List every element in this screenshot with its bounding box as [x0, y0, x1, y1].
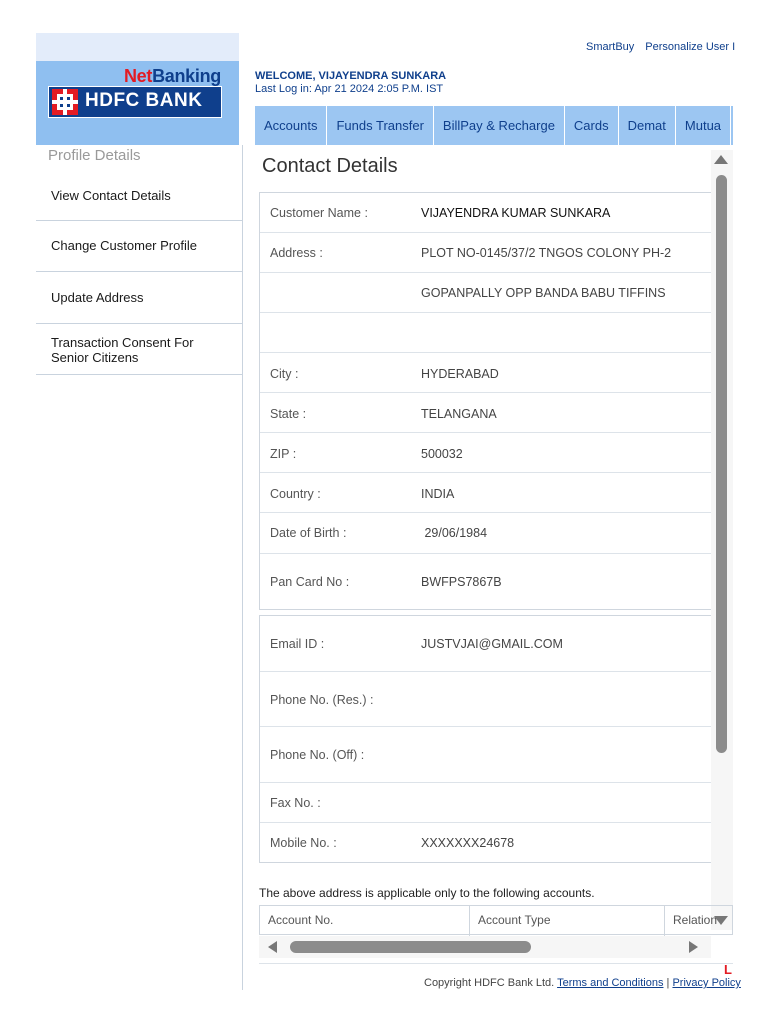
scroll-left-icon[interactable]	[268, 941, 277, 953]
divider	[242, 145, 243, 990]
row-customer-name: Customer Name : VIJAYENDRA KUMAR SUNKARA	[260, 193, 712, 233]
copyright-text: Copyright HDFC Bank Ltd.	[424, 977, 555, 989]
last-login: Last Log in: Apr 21 2024 2:05 P.M. IST	[255, 83, 444, 95]
row-state: State : TELANGANA	[260, 393, 712, 433]
row-city: City : HYDERABAD	[260, 353, 712, 393]
sidebar-item-view-contact[interactable]: View Contact Details	[36, 170, 242, 221]
row-zip: ZIP : 500032	[260, 433, 712, 473]
tab-cards[interactable]: Cards	[565, 106, 619, 145]
row-address-2: GOPANPALLY OPP BANDA BABU TIFFINS	[260, 273, 712, 313]
row-country: Country : INDIA	[260, 473, 712, 513]
logo-area	[36, 61, 239, 145]
accounts-note: The above address is applicable only to the following accounts.	[259, 886, 595, 900]
tab-mutual-funds[interactable]: Mutua	[676, 106, 731, 145]
footer	[424, 977, 741, 989]
accounts-table-header	[259, 905, 733, 935]
personalize-link[interactable]: Personalize User I	[645, 41, 736, 53]
col-account-type: Account Type	[470, 906, 665, 936]
privacy-link[interactable]: Privacy Policy	[672, 977, 741, 989]
row-address-3	[260, 313, 712, 353]
header-band	[36, 33, 239, 61]
tab-demat[interactable]: Demat	[619, 106, 676, 145]
cutoff-text: L	[724, 962, 732, 977]
top-links	[586, 41, 736, 53]
tab-accounts[interactable]: Accounts	[255, 106, 327, 145]
footer-divider	[259, 963, 733, 964]
scroll-right-icon[interactable]	[689, 941, 698, 953]
horizontal-scroll-thumb[interactable]	[290, 941, 531, 953]
col-account-no: Account No.	[260, 906, 470, 936]
vertical-scroll-thumb[interactable]	[716, 175, 727, 753]
row-fax: Fax No. :	[260, 783, 712, 823]
welcome-message: WELCOME, VIJAYENDRA SUNKARA	[255, 70, 447, 82]
row-phone-res: Phone No. (Res.) :	[260, 672, 712, 727]
scroll-up-icon[interactable]	[714, 155, 728, 164]
sidebar-item-change-profile[interactable]: Change Customer Profile	[36, 221, 242, 272]
tab-funds-transfer[interactable]: Funds Transfer	[327, 106, 433, 145]
terms-link[interactable]: Terms and Conditions	[557, 977, 664, 989]
main-nav	[255, 106, 733, 145]
tab-billpay-recharge[interactable]: BillPay & Recharge	[434, 106, 565, 145]
row-phone-off: Phone No. (Off) :	[260, 727, 712, 783]
sidebar-item-transaction-consent[interactable]: Transaction Consent For Senior Citizens	[36, 324, 242, 375]
row-mobile: Mobile No. : XXXXXXX24678	[270, 836, 515, 850]
row-date-of-birth: Date of Birth : 29/06/1984	[260, 513, 712, 554]
netbanking-logo[interactable]: NetBanking	[123, 66, 221, 86]
row-email: Email ID : JUSTVJAI@GMAIL.COM	[260, 616, 712, 672]
footer-separator: |	[663, 977, 673, 989]
sidebar-item-update-address[interactable]: Update Address	[36, 272, 242, 324]
row-pan-card: Pan Card No : BWFPS7867B	[270, 575, 502, 589]
col-relation: Relation	[673, 913, 718, 927]
hdfc-bank-logo[interactable]	[48, 86, 222, 118]
bank-name: HDFC BANK	[85, 90, 203, 111]
contact-info-table	[259, 615, 711, 863]
hdfc-mark-icon	[52, 89, 78, 115]
sidebar-title: Profile Details	[48, 147, 141, 164]
row-address-1: Address : PLOT NO-0145/37/2 TNGOS COLONY PH-2	[260, 233, 712, 273]
smartbuy-link[interactable]: SmartBuy	[586, 41, 635, 53]
contact-details-table	[259, 192, 711, 610]
page-title: Contact Details	[262, 155, 398, 177]
